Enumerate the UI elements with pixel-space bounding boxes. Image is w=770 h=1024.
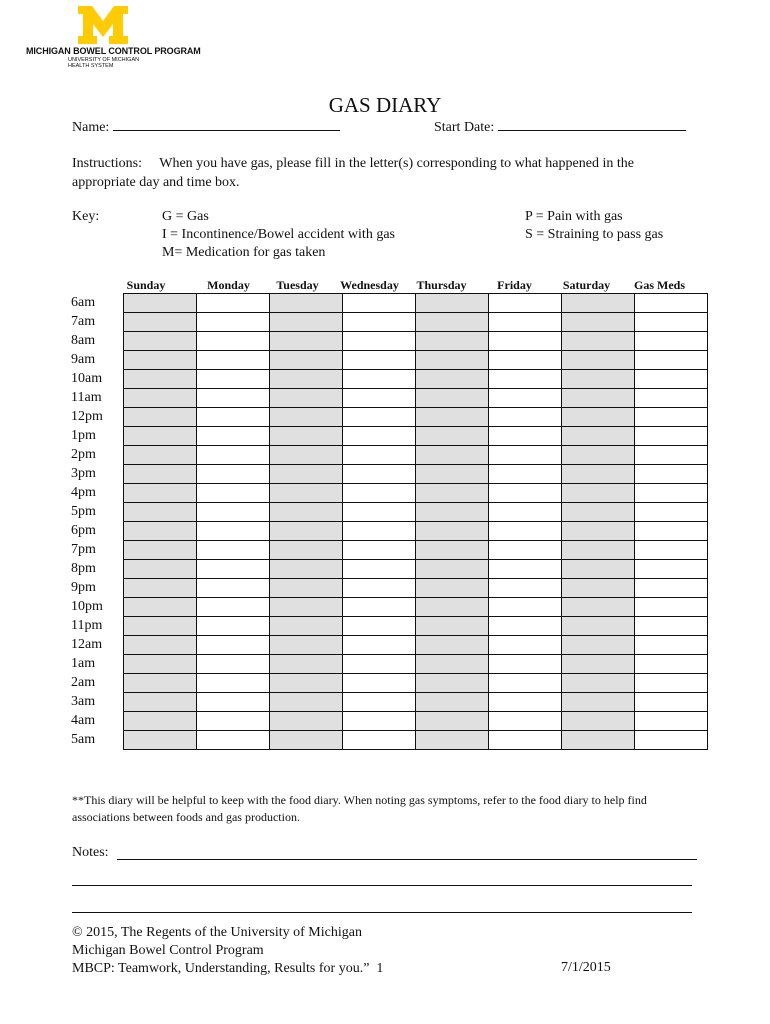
diary-cell[interactable] — [416, 408, 489, 427]
time-label: 7pm — [71, 542, 96, 557]
start-date-label: Start Date: — [434, 120, 495, 135]
diary-cell[interactable] — [416, 389, 489, 408]
diary-cell[interactable] — [416, 560, 489, 579]
footer-motto: MBCP: Teamwork, Understanding, Results for you.” — [72, 961, 370, 976]
diary-cell[interactable] — [635, 636, 708, 655]
column-header-wednesday: Wednesday — [340, 278, 399, 292]
diary-cell[interactable] — [124, 389, 197, 408]
diary-cell[interactable] — [197, 313, 270, 332]
diary-cell[interactable] — [635, 655, 708, 674]
column-header-gas-meds: Gas Meds — [634, 278, 685, 292]
diary-cell[interactable] — [270, 465, 343, 484]
diary-cell[interactable] — [343, 370, 416, 389]
diary-cell[interactable] — [416, 370, 489, 389]
diary-cell[interactable] — [562, 408, 635, 427]
diary-cell[interactable] — [635, 560, 708, 579]
diary-cell[interactable] — [124, 636, 197, 655]
diary-cell[interactable] — [489, 674, 562, 693]
time-label: 5am — [71, 732, 96, 747]
diary-cell[interactable] — [416, 617, 489, 636]
time-label: 10pm — [71, 599, 103, 614]
diary-cell[interactable] — [343, 693, 416, 712]
diary-cell[interactable] — [489, 598, 562, 617]
diary-cell[interactable] — [635, 351, 708, 370]
time-label: 1pm — [71, 428, 96, 443]
time-label: 9pm — [71, 580, 96, 595]
diary-cell[interactable] — [197, 693, 270, 712]
diary-cell[interactable] — [635, 522, 708, 541]
diary-cell[interactable] — [416, 579, 489, 598]
diary-cell[interactable] — [562, 465, 635, 484]
diary-cell[interactable] — [489, 332, 562, 351]
time-label: 1am — [71, 656, 96, 671]
diary-cell[interactable] — [270, 484, 343, 503]
diary-cell[interactable] — [343, 617, 416, 636]
diary-cell[interactable] — [124, 427, 197, 446]
time-row — [66, 522, 708, 541]
org-name: MICHIGAN BOWEL CONTROL PROGRAM — [26, 46, 201, 56]
diary-cell[interactable] — [562, 389, 635, 408]
diary-cell[interactable] — [270, 389, 343, 408]
column-header-monday: Monday — [207, 278, 250, 292]
diary-cell[interactable] — [416, 598, 489, 617]
diary-cell[interactable] — [416, 313, 489, 332]
diary-cell[interactable] — [489, 427, 562, 446]
diary-cell[interactable] — [635, 370, 708, 389]
page-number: 1 — [376, 961, 384, 976]
diary-cell[interactable] — [124, 674, 197, 693]
org-subtitle — [68, 57, 139, 69]
diary-cell[interactable] — [489, 446, 562, 465]
diary-cell[interactable] — [343, 674, 416, 693]
diary-cell[interactable] — [197, 484, 270, 503]
diary-cell[interactable] — [197, 522, 270, 541]
diary-cell[interactable] — [197, 655, 270, 674]
diary-cell[interactable] — [489, 522, 562, 541]
diary-cell[interactable] — [562, 484, 635, 503]
time-row — [66, 598, 708, 617]
diary-cell[interactable] — [270, 731, 343, 750]
diary-cell[interactable] — [489, 560, 562, 579]
diary-cell[interactable] — [635, 427, 708, 446]
time-row — [66, 579, 708, 598]
time-label: 11pm — [71, 618, 103, 633]
diary-cell[interactable] — [343, 389, 416, 408]
diary-cell[interactable] — [489, 370, 562, 389]
diary-cell[interactable] — [124, 446, 197, 465]
diary-cell[interactable] — [562, 560, 635, 579]
diary-cell[interactable] — [270, 598, 343, 617]
diary-cell[interactable] — [489, 636, 562, 655]
diary-cell[interactable] — [270, 617, 343, 636]
diary-cell[interactable] — [124, 712, 197, 731]
column-header-tuesday: Tuesday — [276, 278, 319, 292]
diary-cell[interactable] — [489, 351, 562, 370]
diary-cell[interactable] — [416, 693, 489, 712]
diary-cell[interactable] — [197, 636, 270, 655]
diary-cell[interactable] — [416, 541, 489, 560]
diary-grid — [66, 293, 708, 750]
time-label: 3pm — [71, 466, 96, 481]
diary-cell[interactable] — [124, 503, 197, 522]
diary-cell[interactable] — [197, 674, 270, 693]
column-header-saturday: Saturday — [562, 278, 611, 292]
diary-cell[interactable] — [489, 655, 562, 674]
diary-cell[interactable] — [270, 674, 343, 693]
time-label: 6pm — [71, 523, 96, 538]
diary-cell[interactable] — [124, 598, 197, 617]
time-row — [66, 636, 708, 655]
diary-cell[interactable] — [197, 465, 270, 484]
diary-cell[interactable] — [489, 712, 562, 731]
diary-cell[interactable] — [416, 731, 489, 750]
name-field — [72, 118, 340, 136]
time-row — [66, 731, 708, 750]
diary-cell[interactable] — [124, 579, 197, 598]
diary-cell[interactable] — [124, 617, 197, 636]
diary-cell[interactable] — [343, 332, 416, 351]
time-row — [66, 674, 708, 693]
key-label: Key: — [72, 209, 100, 224]
diary-cell[interactable] — [635, 389, 708, 408]
diary-cell[interactable] — [562, 503, 635, 522]
diary-cell[interactable] — [416, 465, 489, 484]
time-row — [66, 465, 708, 484]
notes-line[interactable] — [117, 859, 697, 860]
diary-cell[interactable] — [197, 370, 270, 389]
time-label: 2am — [71, 675, 96, 690]
time-row — [66, 712, 708, 731]
diary-cell[interactable] — [270, 332, 343, 351]
diary-cell[interactable] — [270, 313, 343, 332]
diary-cell[interactable] — [489, 465, 562, 484]
notes-label: Notes: — [72, 845, 109, 860]
diary-cell[interactable] — [562, 674, 635, 693]
diary-cell[interactable] — [343, 655, 416, 674]
diary-cell[interactable] — [343, 636, 416, 655]
diary-cell[interactable] — [562, 693, 635, 712]
diary-cell[interactable] — [635, 332, 708, 351]
diary-cell[interactable] — [343, 446, 416, 465]
footer — [72, 924, 383, 978]
block-m-icon — [78, 6, 128, 44]
time-label: 4am — [71, 713, 96, 728]
column-header-friday: Friday — [497, 278, 532, 292]
diary-cell[interactable] — [343, 427, 416, 446]
diary-cell[interactable] — [562, 332, 635, 351]
time-row — [66, 693, 708, 712]
diary-cell[interactable] — [343, 579, 416, 598]
time-label: 12pm — [71, 409, 103, 424]
time-label: 2pm — [71, 447, 96, 462]
time-row — [66, 617, 708, 636]
diary-cell[interactable] — [489, 579, 562, 598]
column-header-sunday: Sunday — [126, 278, 166, 292]
diary-cell[interactable] — [416, 674, 489, 693]
diary-cell[interactable] — [562, 731, 635, 750]
key-item: S = Straining to pass gas — [525, 227, 664, 242]
instructions-text: When you have gas, please fill in the letter(s) corresponding to what happened in the appropriate day and time box. — [72, 156, 634, 190]
time-label: 6am — [71, 295, 96, 310]
diary-cell[interactable] — [562, 370, 635, 389]
diary-cell[interactable] — [124, 693, 197, 712]
diary-cell[interactable] — [124, 484, 197, 503]
diary-cell[interactable] — [270, 427, 343, 446]
notes-line[interactable] — [72, 912, 692, 913]
diary-cell[interactable] — [270, 503, 343, 522]
diary-cell[interactable] — [124, 655, 197, 674]
diary-cell[interactable] — [343, 503, 416, 522]
diary-cell[interactable] — [562, 655, 635, 674]
diary-cell[interactable] — [416, 712, 489, 731]
diary-cell[interactable] — [343, 522, 416, 541]
time-row — [66, 484, 708, 503]
diary-cell[interactable] — [489, 731, 562, 750]
diary-cell[interactable] — [635, 712, 708, 731]
diary-cell[interactable] — [270, 636, 343, 655]
diary-cell[interactable] — [197, 408, 270, 427]
diary-cell[interactable] — [270, 579, 343, 598]
time-row — [66, 446, 708, 465]
footer-motto-line — [72, 960, 383, 978]
diary-cell[interactable] — [416, 351, 489, 370]
diary-cell[interactable] — [343, 294, 416, 313]
start-date-field — [434, 118, 686, 136]
diary-cell[interactable] — [635, 446, 708, 465]
diary-cell[interactable] — [343, 313, 416, 332]
diary-cell[interactable] — [489, 541, 562, 560]
diary-cell[interactable] — [270, 712, 343, 731]
diary-cell[interactable] — [489, 313, 562, 332]
logo — [26, 6, 201, 72]
time-row — [66, 408, 708, 427]
time-row — [66, 370, 708, 389]
time-label: 8pm — [71, 561, 96, 576]
diary-cell[interactable] — [270, 655, 343, 674]
diary-cell[interactable] — [416, 636, 489, 655]
time-row — [66, 332, 708, 351]
instructions-label: Instructions: — [72, 156, 142, 171]
column-header-thursday: Thursday — [416, 278, 467, 292]
diary-cell[interactable] — [635, 313, 708, 332]
name-label: Name: — [72, 120, 110, 135]
time-row — [66, 351, 708, 370]
key-item: G = Gas — [162, 209, 209, 224]
diary-cell[interactable] — [270, 351, 343, 370]
diary-cell[interactable] — [197, 446, 270, 465]
diary-cell[interactable] — [270, 541, 343, 560]
diary-cell[interactable] — [416, 655, 489, 674]
notes-line[interactable] — [72, 885, 692, 886]
diary-cell[interactable] — [489, 484, 562, 503]
diary-cell[interactable] — [270, 294, 343, 313]
footer-program: Michigan Bowel Control Program — [72, 943, 264, 958]
diary-cell[interactable] — [416, 294, 489, 313]
key-item: P = Pain with gas — [525, 209, 623, 224]
diary-cell[interactable] — [489, 503, 562, 522]
diary-cell[interactable] — [124, 351, 197, 370]
time-row — [66, 427, 708, 446]
diary-cell[interactable] — [635, 674, 708, 693]
diary-cell[interactable] — [270, 522, 343, 541]
diary-cell[interactable] — [635, 617, 708, 636]
diary-cell[interactable] — [197, 389, 270, 408]
diary-cell[interactable] — [197, 503, 270, 522]
time-label: 5pm — [71, 504, 96, 519]
footer-date: 7/1/2015 — [561, 960, 611, 975]
diary-cell[interactable] — [270, 408, 343, 427]
time-label: 11am — [71, 390, 102, 405]
time-label: 9am — [71, 352, 96, 367]
diary-cell[interactable] — [197, 351, 270, 370]
diary-cell[interactable] — [197, 712, 270, 731]
diary-cell[interactable] — [270, 370, 343, 389]
diary-cell[interactable] — [124, 370, 197, 389]
diary-cell[interactable] — [635, 503, 708, 522]
diary-cell[interactable] — [489, 389, 562, 408]
diary-cell[interactable] — [197, 579, 270, 598]
time-row — [66, 655, 708, 674]
diary-cell[interactable] — [635, 294, 708, 313]
diary-cell[interactable] — [416, 522, 489, 541]
time-row — [66, 294, 708, 313]
diary-cell[interactable] — [124, 522, 197, 541]
key-item: M= Medication for gas taken — [162, 245, 326, 260]
instructions — [72, 154, 692, 192]
diary-cell[interactable] — [562, 636, 635, 655]
diary-cell[interactable] — [343, 560, 416, 579]
food-diary-note: **This diary will be helpful to keep with the food diary. When noting gas symptoms, refer to the food diary to help find associations between foods and gas production. — [72, 793, 647, 824]
diary-cell[interactable] — [270, 446, 343, 465]
time-row — [66, 560, 708, 579]
diary-cell[interactable] — [343, 712, 416, 731]
diary-cell[interactable] — [489, 617, 562, 636]
diary-cell[interactable] — [343, 408, 416, 427]
diary-cell[interactable] — [270, 560, 343, 579]
diary-cell[interactable] — [416, 446, 489, 465]
diary-cell[interactable] — [343, 598, 416, 617]
diary-cell[interactable] — [343, 731, 416, 750]
diary-cell[interactable] — [343, 465, 416, 484]
diary-cell[interactable] — [416, 503, 489, 522]
time-row — [66, 541, 708, 560]
diary-cell[interactable] — [635, 465, 708, 484]
diary-cell[interactable] — [562, 541, 635, 560]
diary-cell[interactable] — [562, 598, 635, 617]
diary-cell[interactable] — [343, 351, 416, 370]
diary-cell[interactable] — [489, 294, 562, 313]
diary-cell[interactable] — [343, 484, 416, 503]
key-right — [525, 208, 663, 244]
diary-cell[interactable] — [635, 579, 708, 598]
key-left — [162, 208, 395, 262]
diary-cell[interactable] — [197, 427, 270, 446]
diary-cell[interactable] — [562, 712, 635, 731]
diary-cell[interactable] — [635, 484, 708, 503]
diary-cell[interactable] — [635, 693, 708, 712]
diary-cell[interactable] — [197, 598, 270, 617]
diary-cell[interactable] — [635, 598, 708, 617]
diary-cell[interactable] — [197, 332, 270, 351]
diary-cell[interactable] — [197, 731, 270, 750]
diary-cell[interactable] — [197, 541, 270, 560]
diary-cell[interactable] — [124, 332, 197, 351]
time-label: 4pm — [71, 485, 96, 500]
diary-cell[interactable] — [416, 332, 489, 351]
time-row — [66, 313, 708, 332]
diary-cell[interactable] — [124, 465, 197, 484]
time-label: 7am — [71, 314, 96, 329]
diary-cell[interactable] — [635, 541, 708, 560]
diary-cell[interactable] — [562, 313, 635, 332]
time-label: 10am — [71, 371, 103, 386]
key-item: I = Incontinence/Bowel accident with gas — [162, 227, 395, 242]
diary-cell[interactable] — [562, 617, 635, 636]
diary-cell[interactable] — [562, 579, 635, 598]
diary-cell[interactable] — [635, 731, 708, 750]
org-subtitle-line1: UNIVERSITY OF MICHIGAN — [68, 57, 140, 63]
diary-cell[interactable] — [124, 408, 197, 427]
diary-cell[interactable] — [197, 294, 270, 313]
diary-cell[interactable] — [197, 560, 270, 579]
diary-cell[interactable] — [416, 484, 489, 503]
diary-cell[interactable] — [124, 541, 197, 560]
diary-cell[interactable] — [562, 294, 635, 313]
org-subtitle-line2: HEALTH SYSTEM — [68, 63, 114, 69]
name-blank[interactable] — [113, 118, 340, 131]
diary-cell[interactable] — [343, 541, 416, 560]
diary-cell[interactable] — [124, 294, 197, 313]
time-row — [66, 503, 708, 522]
diary-cell[interactable] — [124, 731, 197, 750]
diary-cell[interactable] — [562, 446, 635, 465]
diary-cell[interactable] — [124, 560, 197, 579]
diary-cell[interactable] — [124, 313, 197, 332]
time-label: 3am — [71, 694, 96, 709]
diary-cell[interactable] — [562, 522, 635, 541]
time-label: 8am — [71, 333, 96, 348]
diary-cell[interactable] — [562, 427, 635, 446]
diary-cell[interactable] — [489, 408, 562, 427]
time-row — [66, 389, 708, 408]
diary-cell[interactable] — [416, 427, 489, 446]
diary-cell[interactable] — [562, 351, 635, 370]
diary-cell[interactable] — [197, 617, 270, 636]
page-title: GAS DIARY — [328, 93, 442, 117]
footer-copyright: © 2015, The Regents of the University of Michigan — [72, 925, 362, 940]
diary-cell[interactable] — [635, 408, 708, 427]
start-date-blank[interactable] — [498, 118, 686, 131]
diary-cell[interactable] — [270, 693, 343, 712]
diary-cell[interactable] — [489, 693, 562, 712]
time-label: 12am — [71, 637, 103, 652]
